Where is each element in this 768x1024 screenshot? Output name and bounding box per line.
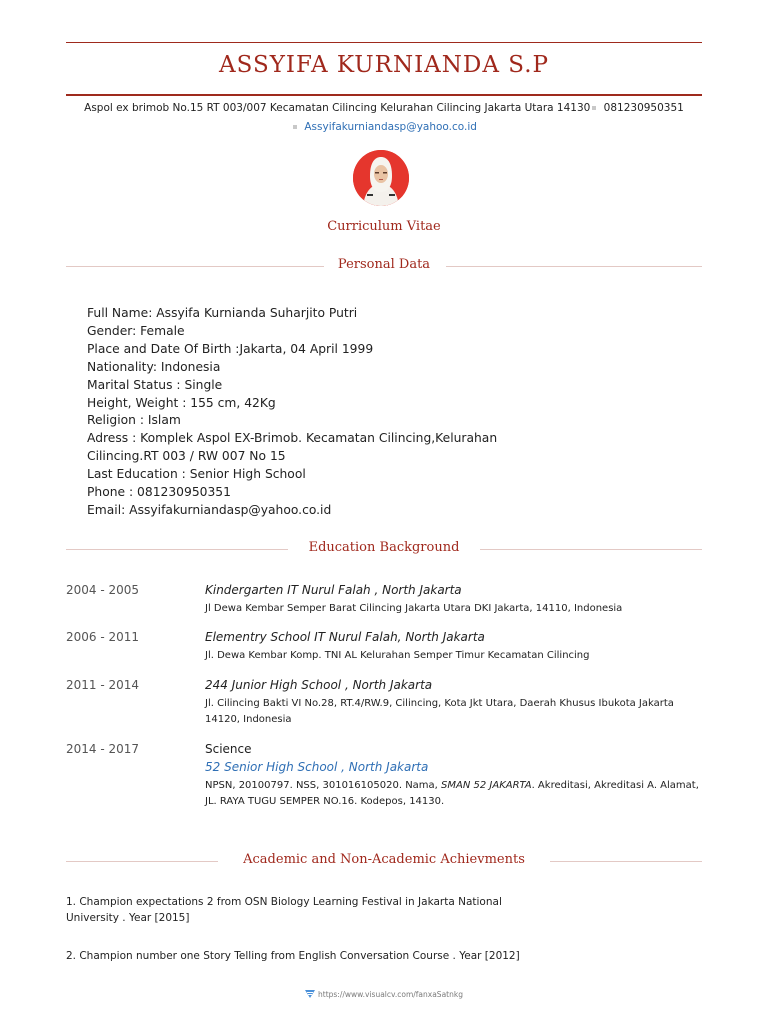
footer-url-link[interactable]: https://www.visualcv.com/fanxaSatnkg (318, 990, 463, 999)
education-years: 2004 - 2005 (66, 583, 140, 597)
visualcv-logo-icon (305, 990, 315, 1000)
personal-line: Last Education : Senior High School (87, 467, 306, 482)
address-text: Aspol ex brimob No.15 RT 003/007 Kecamatan Cilincing Kelurahan Cilincing Jakarta Utara 14130 (84, 102, 591, 114)
cv-heading: Curriculum Vitae (327, 219, 441, 234)
school-link[interactable]: 52 Senior High School , North Jakarta (205, 760, 429, 774)
personal-line: Height, Weight : 155 cm, 42Kg (87, 395, 276, 410)
divider-left (66, 861, 218, 862)
footer (0, 990, 768, 1000)
education-body (205, 742, 705, 810)
personal-line: Adress : Komplek Aspol EX-Brimob. Kecamatan Cilincing,Kelurahan (87, 431, 498, 446)
school-name: 244 Junior High School , North Jakarta (205, 678, 433, 692)
page-title: ASSYIFA KURNIANDA S.P (219, 52, 549, 78)
address-text: . Akreditasi, Akreditasi A. Alamat, JL. RAYA TUGU SEMPER NO.16. Kodepos, 14130. (205, 780, 699, 807)
school-address (205, 778, 705, 810)
address-text: NPSN, 20100797. NSS, 301016105020. Nama, (205, 780, 442, 791)
section-achievements-heading (66, 852, 702, 872)
school-address: Jl. Dewa Kembar Komp. TNI AL Kelurahan Semper Timur Kecamatan Cilincing (205, 650, 590, 661)
person-photo-icon (353, 150, 409, 206)
divider-left (66, 266, 324, 267)
achievement-item: 1. Champion expectations 2 from OSN Biology Learning Festival in Jakarta National University . Year [2015] (66, 896, 502, 924)
top-divider (66, 42, 702, 43)
education-years: 2014 - 2017 (66, 742, 140, 756)
title-divider (66, 94, 702, 96)
personal-line: Marital Status : Single (87, 377, 223, 392)
divider-right (480, 549, 702, 550)
personal-line: Cilincing.RT 003 / RW 007 No 15 (87, 449, 286, 464)
personal-line: Phone : 081230950351 (87, 485, 231, 500)
avatar (353, 150, 409, 206)
email-line (0, 121, 768, 133)
email-link[interactable]: Assyifakurniandasp@yahoo.co.id (304, 121, 477, 133)
bullet-icon (592, 106, 596, 110)
school-name: Kindergarten IT Nurul Falah , North Jakarta (205, 583, 462, 597)
divider-right (446, 266, 702, 267)
school-abbrev: SMAN 52 JAKARTA (441, 780, 532, 791)
education-years: 2006 - 2011 (66, 630, 140, 644)
contact-line (0, 102, 768, 114)
personal-line: Religion : Islam (87, 413, 181, 428)
education-body (205, 583, 705, 617)
divider-left (66, 549, 288, 550)
bullet-icon (293, 125, 297, 129)
school-address: Jl. Cilincing Bakti VI No.28, RT.4/RW.9, Cilincing, Kota Jkt Utara, Daerah Khusus Ibukota Jakarta 14120, Indonesia (205, 698, 674, 725)
achievement-item: 2. Champion number one Story Telling from English Conversation Course . Year [2012] (66, 950, 520, 962)
section-title: Academic and Non-Academic Achievments (243, 852, 525, 867)
personal-line: Gender: Female (87, 323, 185, 338)
school-address: Jl Dewa Kembar Semper Barat Cilincing Jakarta Utara DKI Jakarta, 14110, Indonesia (205, 603, 623, 614)
education-field: Science (205, 742, 252, 756)
personal-line: Place and Date Of Birth :Jakarta, 04 April 1999 (87, 341, 374, 356)
personal-data-list (87, 305, 497, 520)
section-education-heading (66, 540, 702, 560)
education-body (205, 678, 705, 728)
section-title: Personal Data (337, 257, 431, 272)
personal-line: Nationality: Indonesia (87, 359, 221, 374)
school-name: Elementry School IT Nurul Falah, North Jakarta (205, 630, 485, 644)
education-years: 2011 - 2014 (66, 678, 140, 692)
phone-text: 081230950351 (603, 102, 684, 114)
divider-right (550, 861, 702, 862)
section-title: Education Background (308, 540, 460, 555)
personal-line: Email: Assyifakurniandasp@yahoo.co.id (87, 502, 332, 517)
education-body (205, 630, 705, 664)
personal-line: Full Name: Assyifa Kurnianda Suharjito Putri (87, 306, 358, 320)
section-personal-heading (66, 257, 702, 277)
